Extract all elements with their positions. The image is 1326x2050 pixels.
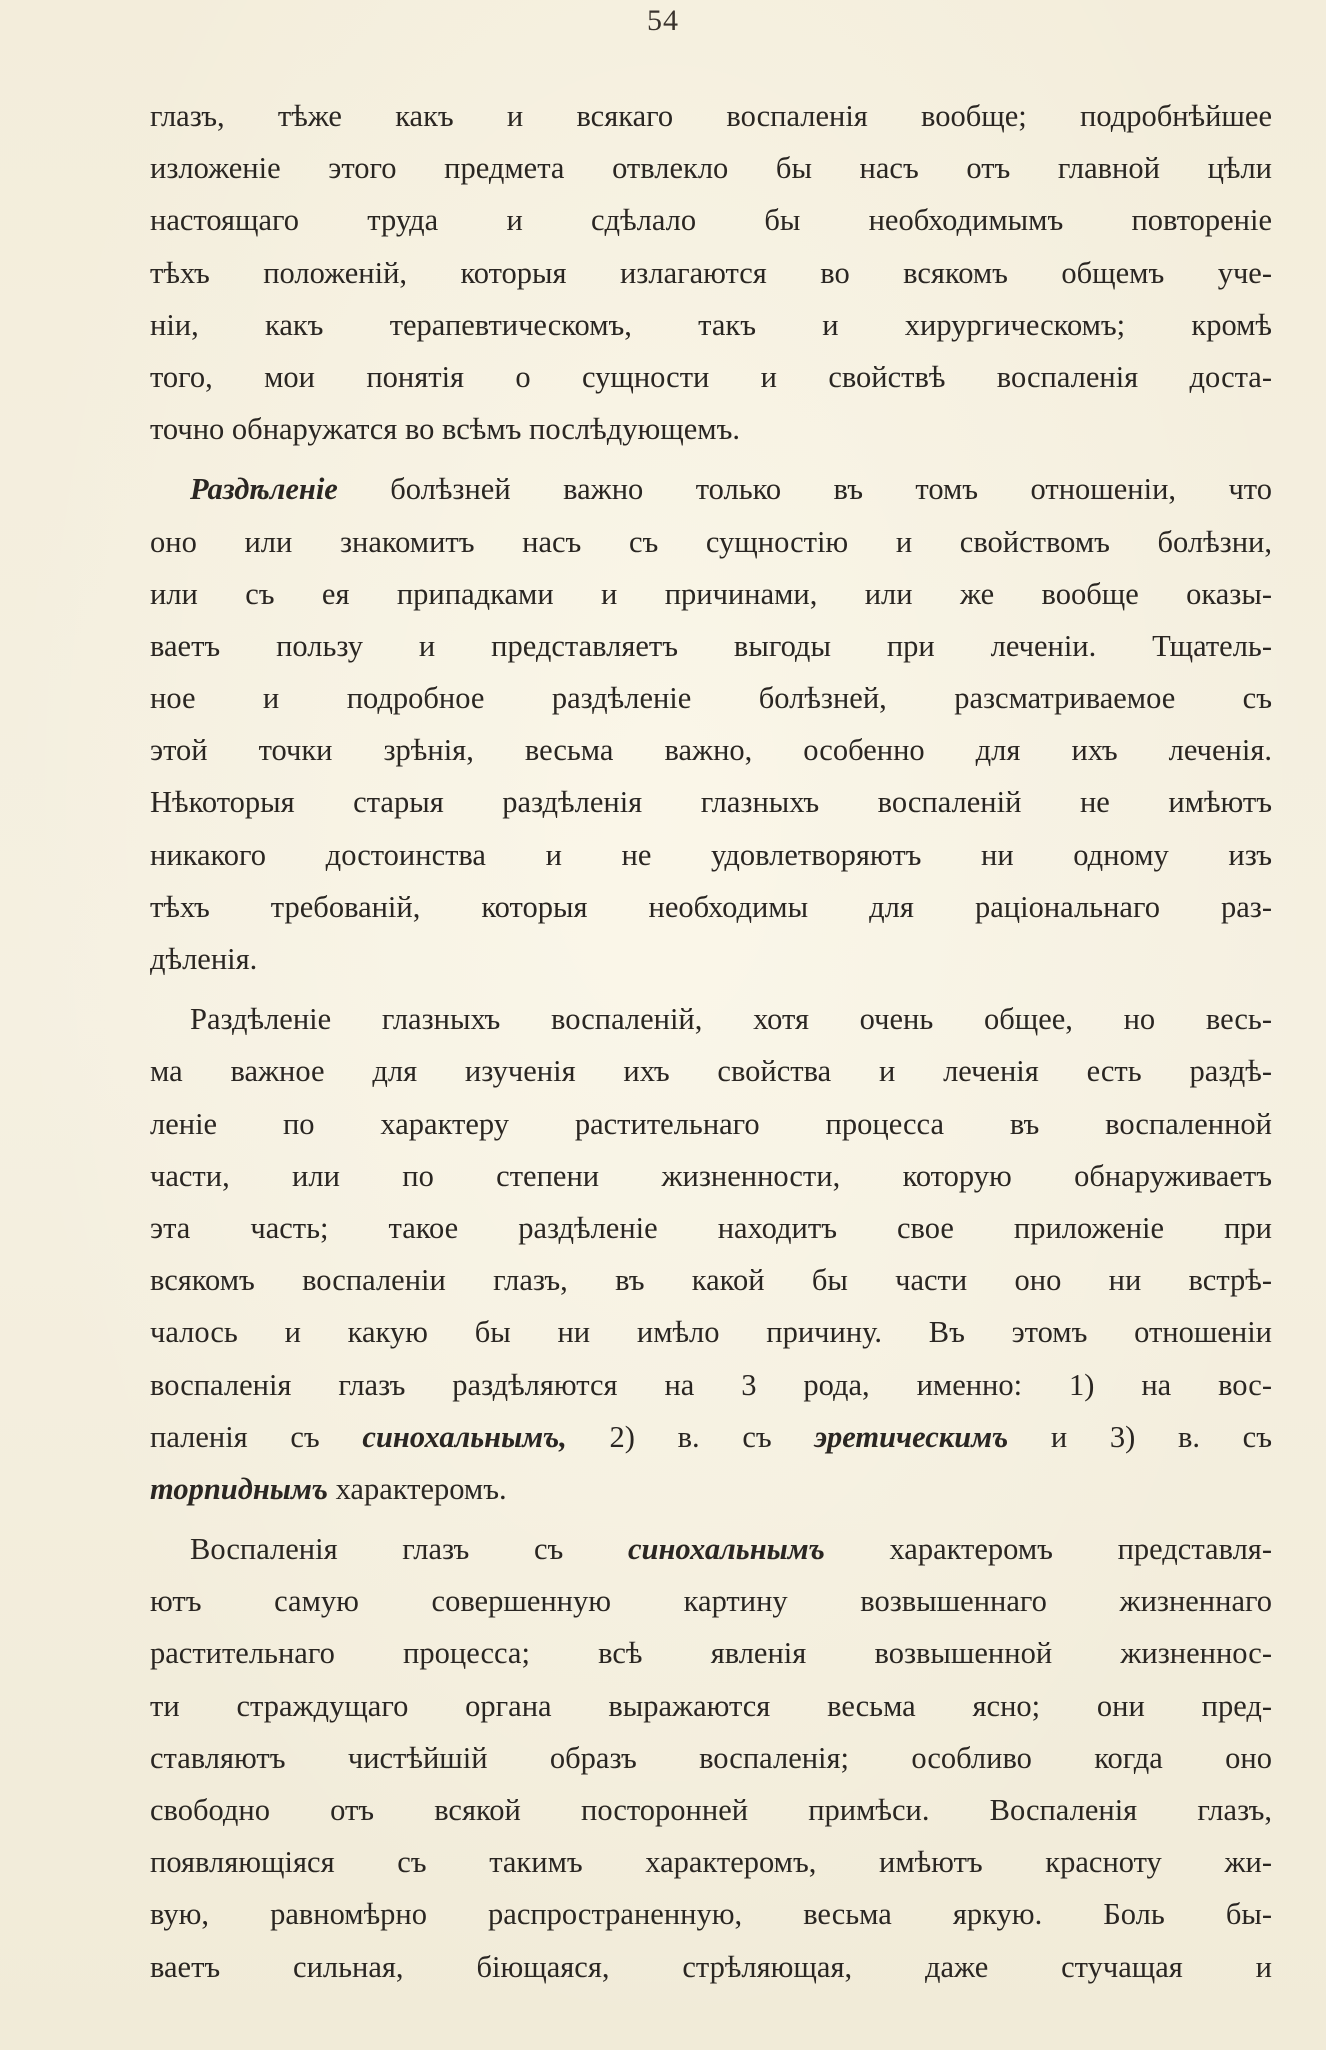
- text-line: воспаленія глазъ раздѣляются на 3 рода, именно: 1) на вос-: [150, 1367, 1272, 1402]
- text-line: Воспаленія глазъ съ синохальнымъ характеромъ представля-: [190, 1532, 1272, 1567]
- text-line: или съ ея припадками и причинами, или же вообще оказы-: [150, 576, 1272, 611]
- text-line: всякомъ воспаленіи глазъ, въ какой бы части оно ни встрѣ-: [150, 1263, 1272, 1298]
- text-line: тѣхъ положеній, которыя излагаются во всякомъ общемъ уче-: [150, 255, 1272, 290]
- text-line: того, мои понятія о сущности и свойствѣ воспаленія доста-: [150, 359, 1272, 394]
- text-line: дѣленія.: [150, 942, 258, 976]
- text-line: ютъ самую совершенную картину возвышеннаго жизненнаго: [150, 1584, 1272, 1619]
- text-line: настоящаго труда и сдѣлало бы необходимымъ повтореніе: [150, 203, 1272, 238]
- text-line: эта часть; такое раздѣленіе находитъ свое приложеніе при: [150, 1210, 1272, 1245]
- text-line: никакого достоинства и не удовлетворяютъ ни одному изъ: [150, 837, 1272, 872]
- text-line: леніе по характеру растительнаго процесса въ воспаленной: [150, 1106, 1272, 1141]
- text-line: изложеніе этого предмета отвлекло бы насъ отъ главной цѣли: [150, 151, 1272, 186]
- text-line: части, или по степени жизненности, которую обнаруживаетъ: [150, 1158, 1272, 1193]
- text-line: оно или знакомитъ насъ съ сущностію и свойствомъ болѣзни,: [150, 524, 1272, 559]
- text-line: глазъ, тѣже какъ и всякаго воспаленія вообще; подробнѣйшее: [150, 99, 1272, 133]
- text-line: паленія съ синохальнымъ, 2) в. съ эретическимъ и 3) в. съ: [150, 1419, 1272, 1454]
- emphasis-term: торпиднымъ: [150, 1471, 328, 1506]
- text-line: ніи, какъ терапевтическомъ, такъ и хирургическомъ; кромѣ: [150, 307, 1272, 342]
- text-line: Нѣкоторыя старыя раздѣленія глазныхъ воспаленій не имѣютъ: [150, 785, 1272, 820]
- text-line: этой точки зрѣнія, весьма важно, особенно для ихъ леченія.: [150, 733, 1272, 768]
- text-line: вую, равномѣрно распространенную, весьма яркую. Боль бы-: [150, 1897, 1272, 1932]
- text-line: чалось и какую бы ни имѣло причину. Въ этомъ отношеніи: [150, 1315, 1272, 1350]
- text-line: ваетъ сильная, біющаяся, стрѣляющая, даже стучащая и: [150, 1949, 1272, 1984]
- emphasis-term: эретическимъ: [814, 1419, 1009, 1454]
- text-line: появляющіяся съ такимъ характеромъ, имѣютъ красноту жи-: [150, 1845, 1272, 1880]
- text-line: растительнаго процесса; всѣ явленія возвышенной жизненнос-: [150, 1636, 1272, 1671]
- text-line: ставляютъ чистѣйшій образъ воспаленія; особливо когда оно: [150, 1740, 1272, 1775]
- text-line: точно обнаружатся во всѣмъ послѣдующемъ.: [150, 412, 740, 447]
- text-line: тѣхъ требованій, которыя необходимы для раціональнаго раз-: [150, 889, 1272, 924]
- body-text: [150, 90, 1272, 1993]
- emphasis-term: синохальнымъ,: [362, 1419, 567, 1454]
- text-line: Раздѣленіе глазныхъ воспаленій, хотя очень общее, но весь-: [190, 1002, 1272, 1037]
- text-line: ное и подробное раздѣленіе болѣзней, разсматриваемое съ: [150, 681, 1272, 716]
- text-line: ма важное для изученія ихъ свойства и леченія есть раздѣ-: [150, 1054, 1272, 1089]
- text-line: ти страждущаго органа выражаются весьма ясно; они пред-: [150, 1688, 1272, 1723]
- text-line: торпиднымъ характеромъ.: [150, 1471, 507, 1506]
- text-line: ваетъ пользу и представляетъ выгоды при леченіи. Тщатель-: [150, 628, 1272, 663]
- text-line: Раздѣленіе болѣзней важно только въ томъ отношеніи, что: [190, 472, 1272, 507]
- page-number: 54: [647, 4, 679, 37]
- emphasis-term: синохальнымъ: [627, 1532, 825, 1567]
- text-line: свободно отъ всякой посторонней примѣси. Воспаленія глазъ,: [150, 1793, 1272, 1827]
- emphasis-term: Раздѣленіе: [190, 472, 338, 507]
